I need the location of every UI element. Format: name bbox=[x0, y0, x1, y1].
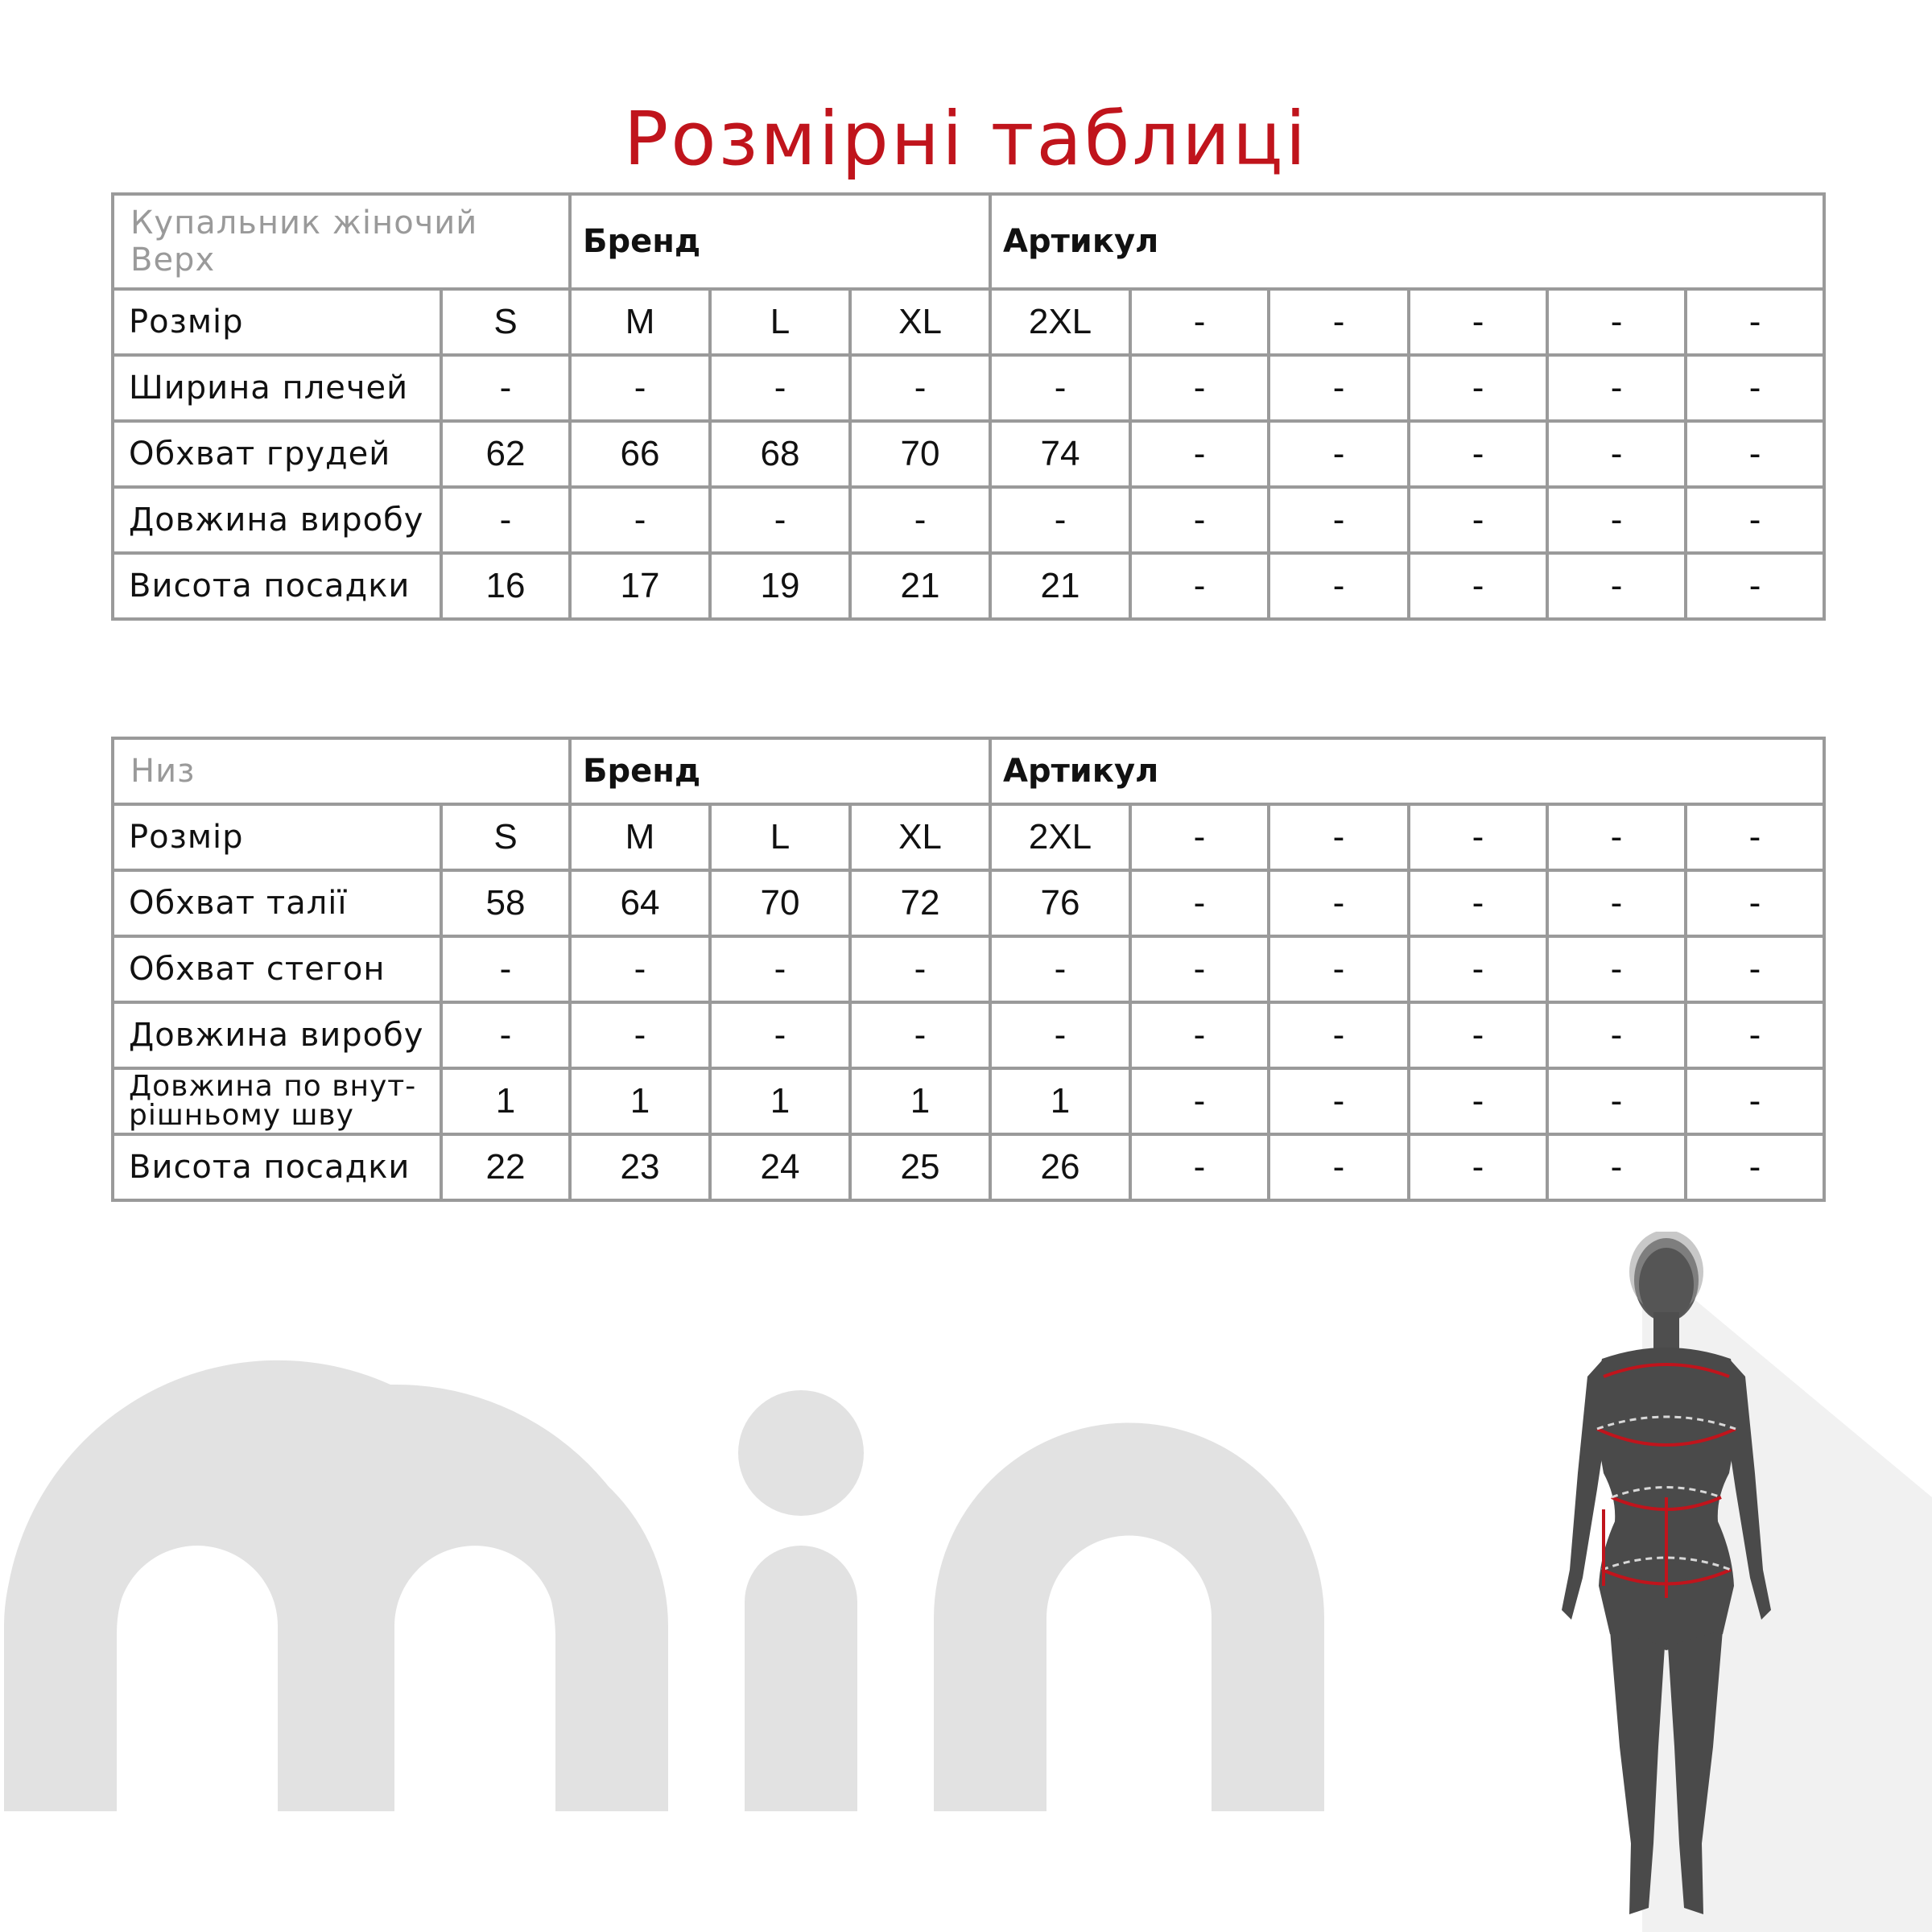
table-cell: - bbox=[710, 487, 850, 553]
figure-neck bbox=[1653, 1312, 1679, 1351]
table-cell: - bbox=[990, 487, 1130, 553]
table-cell: S bbox=[441, 289, 570, 355]
table-cell: M bbox=[570, 804, 710, 870]
table-cell: - bbox=[1409, 553, 1547, 619]
table-cell: - bbox=[1686, 421, 1824, 487]
table-cell: - bbox=[1547, 870, 1686, 936]
table-cell: - bbox=[1130, 553, 1269, 619]
table-cell: - bbox=[1130, 355, 1269, 421]
table-cell: 70 bbox=[710, 870, 850, 936]
table-cell: - bbox=[1269, 289, 1409, 355]
table-cell: - bbox=[1547, 1134, 1686, 1200]
table-cell: 19 bbox=[710, 553, 850, 619]
table-cell: - bbox=[1130, 870, 1269, 936]
table-cell: - bbox=[710, 936, 850, 1002]
row-label: Ширина плечей bbox=[113, 355, 441, 421]
table-cell: 66 bbox=[570, 421, 710, 487]
logo-letter-n bbox=[934, 1423, 1324, 1812]
table-cell: - bbox=[1547, 1068, 1686, 1134]
product-part: Верх bbox=[130, 242, 216, 279]
table-cell: - bbox=[710, 1002, 850, 1068]
table-cell: - bbox=[850, 487, 990, 553]
table-cell: - bbox=[1409, 1002, 1547, 1068]
row-label: Довжина виробу bbox=[113, 487, 441, 553]
table-cell: - bbox=[1547, 421, 1686, 487]
table-cell: - bbox=[850, 355, 990, 421]
table-cell: 1 bbox=[570, 1068, 710, 1134]
table-cell: 21 bbox=[850, 553, 990, 619]
table-cell: - bbox=[441, 1002, 570, 1068]
table-cell: - bbox=[850, 1002, 990, 1068]
figure-right-leg bbox=[1668, 1630, 1723, 1914]
table-cell: - bbox=[1547, 936, 1686, 1002]
table-cell: 23 bbox=[570, 1134, 710, 1200]
table-cell: - bbox=[1686, 355, 1824, 421]
logo-letter-i-dot bbox=[738, 1390, 864, 1516]
table-cell: - bbox=[1130, 421, 1269, 487]
table-cell: - bbox=[1130, 1002, 1269, 1068]
table-cell: 64 bbox=[570, 870, 710, 936]
table-cell: - bbox=[1547, 804, 1686, 870]
table-cell: 1 bbox=[441, 1068, 570, 1134]
table-cell: - bbox=[1547, 355, 1686, 421]
table-cell: 24 bbox=[710, 1134, 850, 1200]
brand-label: Бренд bbox=[570, 738, 990, 804]
table-cell: - bbox=[1686, 1002, 1824, 1068]
table-cell: - bbox=[1130, 804, 1269, 870]
table-cell: 62 bbox=[441, 421, 570, 487]
table-cell: - bbox=[1130, 1134, 1269, 1200]
table-cell: - bbox=[570, 487, 710, 553]
product-name: Купальник жіночий bbox=[130, 204, 478, 242]
table-cell: - bbox=[1686, 1068, 1824, 1134]
table-cell: L bbox=[710, 289, 850, 355]
table-cell: - bbox=[1130, 289, 1269, 355]
table-cell: - bbox=[1547, 553, 1686, 619]
table-cell: 72 bbox=[850, 870, 990, 936]
table-cell: - bbox=[1686, 553, 1824, 619]
table-header-row bbox=[113, 194, 1824, 289]
table-cell: XL bbox=[850, 289, 990, 355]
table-cell: S bbox=[441, 804, 570, 870]
size-table-bottom bbox=[111, 737, 1826, 1202]
table-cell: - bbox=[1130, 487, 1269, 553]
article-label: Артикул bbox=[990, 194, 1824, 289]
table-cell: 2XL bbox=[990, 289, 1130, 355]
table-cell: - bbox=[990, 936, 1130, 1002]
table-header-row bbox=[113, 738, 1824, 804]
logo-letter-m-arch-2 bbox=[282, 1433, 668, 1811]
table-cell: - bbox=[990, 1002, 1130, 1068]
row-label: Розмір bbox=[113, 289, 441, 355]
table-cell: 76 bbox=[990, 870, 1130, 936]
table-cell: - bbox=[441, 936, 570, 1002]
table-cell: - bbox=[1130, 1068, 1269, 1134]
table-cell: - bbox=[1409, 1068, 1547, 1134]
row-label: Обхват стегон bbox=[113, 936, 441, 1002]
table-cell: 26 bbox=[990, 1134, 1130, 1200]
table-cell: 1 bbox=[850, 1068, 990, 1134]
table-cell: 70 bbox=[850, 421, 990, 487]
table-row bbox=[113, 804, 1824, 870]
figure-left-leg bbox=[1610, 1630, 1665, 1914]
table-cell: - bbox=[1547, 1002, 1686, 1068]
table-row bbox=[113, 553, 1824, 619]
table-cell: - bbox=[1269, 421, 1409, 487]
row-label-line: рішньому шву bbox=[129, 1099, 354, 1132]
table-cell: - bbox=[1269, 1134, 1409, 1200]
row-label: Обхват талії bbox=[113, 870, 441, 936]
table-cell: - bbox=[1409, 936, 1547, 1002]
table-cell: 17 bbox=[570, 553, 710, 619]
table-cell: - bbox=[1269, 487, 1409, 553]
table-cell: - bbox=[850, 936, 990, 1002]
table-cell: 1 bbox=[710, 1068, 850, 1134]
page-title: Розмірні таблиці bbox=[623, 96, 1309, 182]
row-label: Розмір bbox=[113, 804, 441, 870]
table-cell: - bbox=[990, 355, 1130, 421]
table-cell: - bbox=[1409, 1134, 1547, 1200]
table-cell: 1 bbox=[990, 1068, 1130, 1134]
table-row bbox=[113, 487, 1824, 553]
table-row bbox=[113, 421, 1824, 487]
row-label-line: Довжина по внут- bbox=[129, 1070, 417, 1103]
table-cell: M bbox=[570, 289, 710, 355]
table-cell: - bbox=[1547, 289, 1686, 355]
table-cell: 68 bbox=[710, 421, 850, 487]
row-label: Довжина виробу bbox=[113, 1002, 441, 1068]
table-cell: 16 bbox=[441, 553, 570, 619]
table-cell: - bbox=[1409, 870, 1547, 936]
table-cell: 25 bbox=[850, 1134, 990, 1200]
logo-letters bbox=[4, 1360, 1324, 1811]
size-table-top bbox=[111, 192, 1826, 621]
table-row bbox=[113, 1068, 1824, 1134]
table-cell: - bbox=[1409, 421, 1547, 487]
table-cell: - bbox=[1269, 355, 1409, 421]
table-row bbox=[113, 870, 1824, 936]
row-label: Висота посадки bbox=[113, 553, 441, 619]
table-cell: - bbox=[1686, 936, 1824, 1002]
row-label bbox=[113, 1068, 441, 1134]
row-label: Обхват грудей bbox=[113, 421, 441, 487]
body-measurement-figure bbox=[1546, 1232, 1787, 1924]
table-cell: XL bbox=[850, 804, 990, 870]
table-cell: - bbox=[570, 936, 710, 1002]
table-cell: - bbox=[1130, 936, 1269, 1002]
table-cell: - bbox=[441, 355, 570, 421]
table-cell: - bbox=[570, 1002, 710, 1068]
table-cell: - bbox=[1269, 936, 1409, 1002]
table-cell: - bbox=[1409, 804, 1547, 870]
table-cell: L bbox=[710, 804, 850, 870]
table-cell: - bbox=[1686, 487, 1824, 553]
table-cell: - bbox=[1269, 553, 1409, 619]
product-cell bbox=[113, 194, 570, 289]
table-cell: - bbox=[1686, 289, 1824, 355]
table-cell: - bbox=[1409, 487, 1547, 553]
table-cell: 21 bbox=[990, 553, 1130, 619]
table-row bbox=[113, 355, 1824, 421]
table-cell: 58 bbox=[441, 870, 570, 936]
table-cell: - bbox=[570, 355, 710, 421]
table-row bbox=[113, 1002, 1824, 1068]
table-cell: - bbox=[441, 487, 570, 553]
table-cell: - bbox=[1409, 289, 1547, 355]
table-cell: - bbox=[1686, 804, 1824, 870]
brand-label: Бренд bbox=[570, 194, 990, 289]
row-label: Висота посадки bbox=[113, 1134, 441, 1200]
table-cell: - bbox=[1547, 487, 1686, 553]
table-cell: 2XL bbox=[990, 804, 1130, 870]
table-row bbox=[113, 289, 1824, 355]
table-cell: 22 bbox=[441, 1134, 570, 1200]
article-label: Артикул bbox=[990, 738, 1824, 804]
logo-letter-i-stem bbox=[745, 1546, 857, 1811]
table-cell: - bbox=[1269, 804, 1409, 870]
table-row bbox=[113, 936, 1824, 1002]
table-cell: - bbox=[1686, 870, 1824, 936]
table-cell: - bbox=[1409, 355, 1547, 421]
product-part: Низ bbox=[113, 738, 570, 804]
table-cell: - bbox=[1269, 1068, 1409, 1134]
table-cell: 74 bbox=[990, 421, 1130, 487]
table-cell: - bbox=[710, 355, 850, 421]
table-row bbox=[113, 1134, 1824, 1200]
table-cell: - bbox=[1269, 1002, 1409, 1068]
table-cell: - bbox=[1269, 870, 1409, 936]
table-cell: - bbox=[1686, 1134, 1824, 1200]
